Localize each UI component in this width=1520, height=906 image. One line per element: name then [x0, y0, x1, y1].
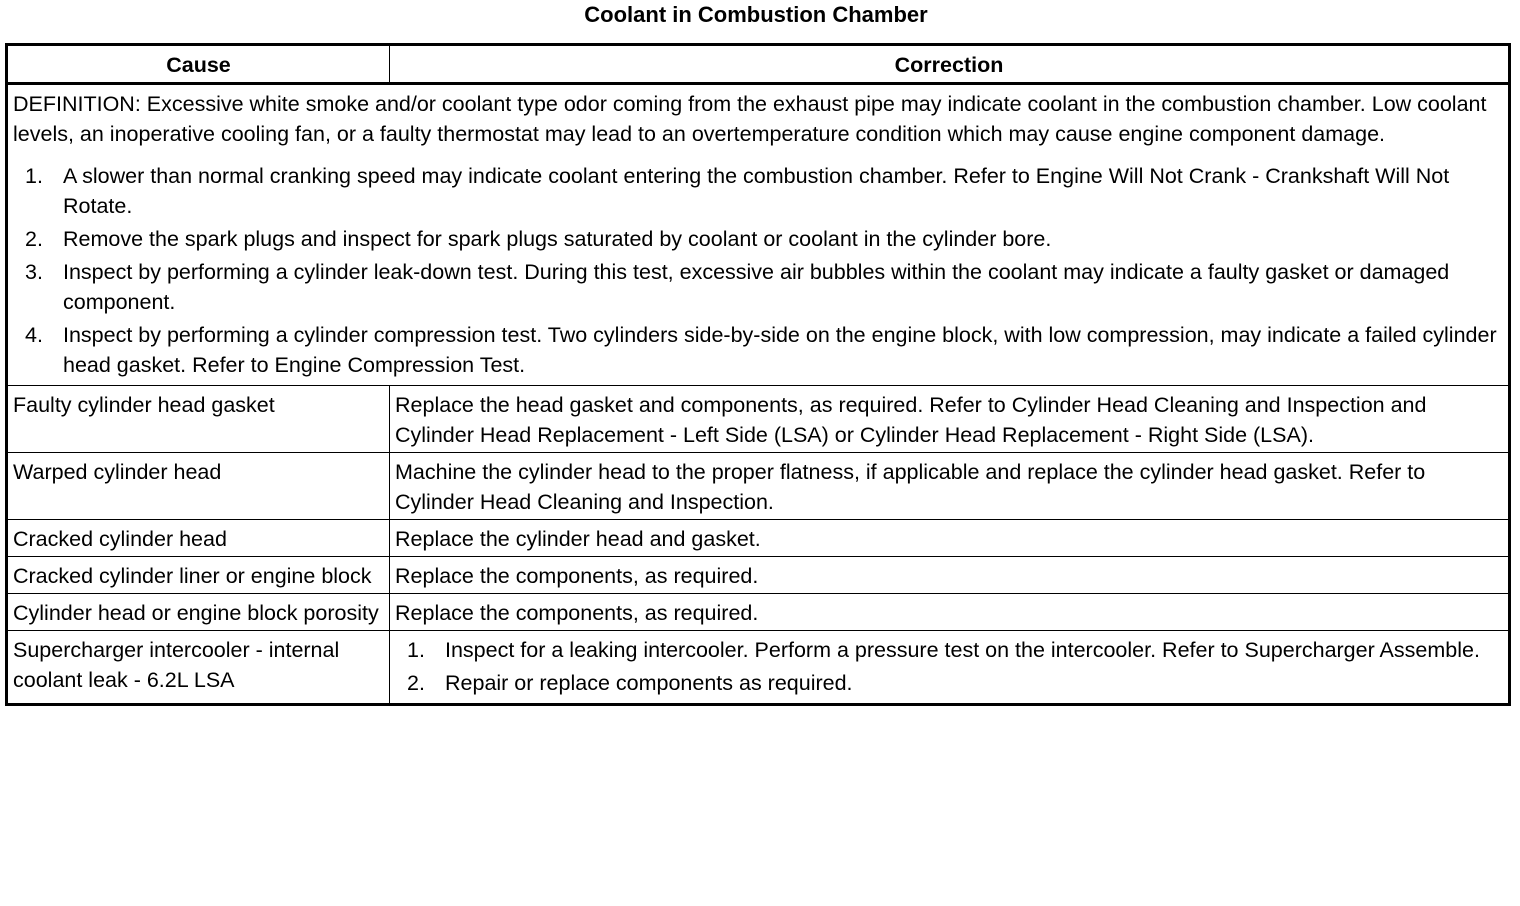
page-title: Coolant in Combustion Chamber	[584, 2, 928, 27]
correction-cell: Replace the head gasket and components, as required. Refer to Cylinder Head Cleaning and Inspection and Cylinder Head Replacement - Left Side (LSA) or Cylinder Head Replacement - Right Side (LSA).	[390, 386, 1510, 453]
correction-cell: Machine the cylinder head to the proper flatness, if applicable and replace the cylinder head gasket. Refer to Cylinder Head Cleaning and Inspection.	[390, 453, 1510, 520]
table-row	[7, 520, 1510, 557]
cause-cell: Faulty cylinder head gasket	[7, 386, 390, 453]
step-number: 3.	[25, 260, 43, 284]
correction-header: Correction	[390, 45, 1510, 84]
step-number: 2.	[407, 671, 425, 695]
cause-cell: Cylinder head or engine block porosity	[7, 594, 390, 631]
definition-step	[13, 257, 1503, 317]
definition-step	[13, 224, 1503, 254]
diagnostic-table	[5, 43, 1511, 706]
table-row	[7, 557, 1510, 594]
definition-text: DEFINITION: Excessive white smoke and/or coolant type odor coming from the exhaust pipe may indicate coolant in the combustion chamber. Low coolant levels, an inoperative cooling fan, or a faulty thermostat may lead to an overtemperature condition which may cause engine component damage.	[13, 92, 1487, 146]
correction-step	[395, 668, 1503, 698]
cause-cell: Warped cylinder head	[7, 453, 390, 520]
definition-cell	[7, 84, 1510, 386]
table-row	[7, 453, 1510, 520]
correction-step	[395, 635, 1503, 665]
definition-row	[7, 84, 1510, 386]
step-text: Inspect by performing a cylinder compression test. Two cylinders side-by-side on the engine block, with low compression, may indicate a failed cylinder head gasket. Refer to Engine Compression Test.	[63, 323, 1497, 377]
definition-steps	[13, 161, 1503, 380]
step-number: 1.	[25, 164, 43, 188]
table-row	[7, 386, 1510, 453]
cause-cell: Cracked cylinder head	[7, 520, 390, 557]
correction-cell: Replace the components, as required.	[390, 557, 1510, 594]
step-number: 2.	[25, 227, 43, 251]
cause-cell: Supercharger intercooler - internal coolant leak - 6.2L LSA	[7, 631, 390, 705]
definition-step	[13, 320, 1503, 380]
correction-cell	[390, 631, 1510, 705]
correction-cell: Replace the cylinder head and gasket.	[390, 520, 1510, 557]
step-text: Inspect for a leaking intercooler. Perform a pressure test on the intercooler. Refer to Supercharger Assemble.	[445, 638, 1480, 662]
step-text: Remove the spark plugs and inspect for spark plugs saturated by coolant or coolant in the cylinder bore.	[63, 227, 1052, 251]
table-row	[7, 594, 1510, 631]
header-row	[7, 45, 1510, 84]
step-text: Repair or replace components as required.	[445, 671, 853, 695]
step-number: 1.	[407, 638, 425, 662]
cause-header: Cause	[7, 45, 390, 84]
correction-cell: Replace the components, as required.	[390, 594, 1510, 631]
step-text: A slower than normal cranking speed may indicate coolant entering the combustion chamber. Refer to Engine Will Not Crank - Crankshaft Will Not Rotate.	[63, 164, 1450, 218]
table-row	[7, 631, 1510, 705]
step-number: 4.	[25, 323, 43, 347]
correction-steps	[395, 635, 1503, 698]
cause-cell: Cracked cylinder liner or engine block	[7, 557, 390, 594]
definition-step	[13, 161, 1503, 221]
step-text: Inspect by performing a cylinder leak-down test. During this test, excessive air bubbles within the coolant may indicate a faulty gasket or damaged component.	[63, 260, 1450, 314]
